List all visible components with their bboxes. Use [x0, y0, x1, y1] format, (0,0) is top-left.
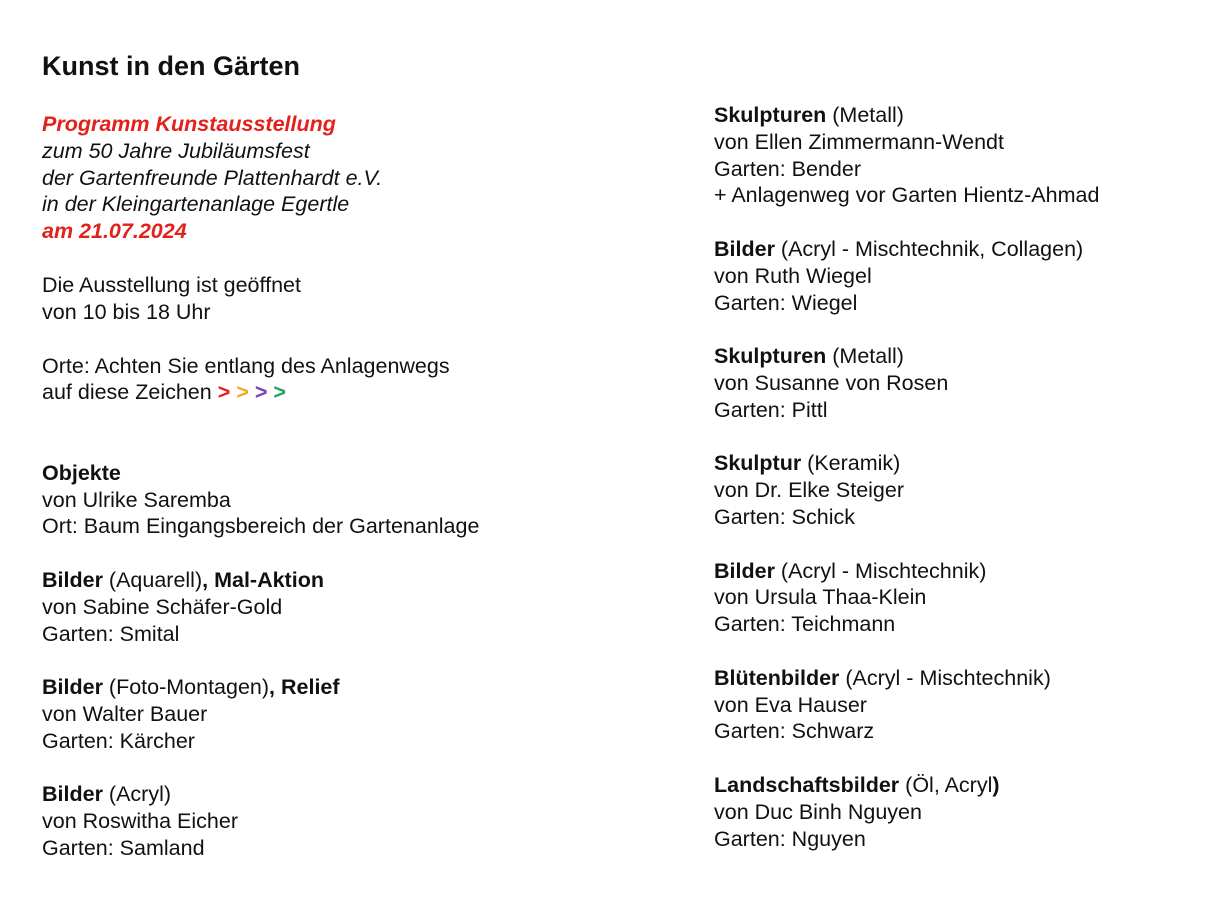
exhibit-heading	[714, 665, 1214, 692]
intro-block	[42, 111, 682, 245]
exhibit-artist: von Eva Hauser	[714, 692, 867, 717]
exhibit-heading	[42, 567, 682, 594]
exhibit-artist: von Sabine Schäfer-Gold	[42, 594, 283, 619]
exhibit-type: Bilder	[42, 782, 103, 807]
exhibit-medium: (Öl, Acryl	[899, 772, 993, 797]
arrow-marker-icon: >	[254, 380, 268, 405]
exhibit-medium: (Acryl - Mischtechnik)	[839, 665, 1051, 690]
opening-line: von 10 bis 18 Uhr	[42, 299, 211, 324]
page-title: Kunst in den Gärten	[42, 51, 301, 81]
arrow-marker-icon: >	[236, 380, 249, 405]
exhibit-entry	[42, 567, 682, 647]
exhibit-heading	[714, 102, 1214, 129]
exhibit-medium: (Acryl)	[102, 782, 172, 807]
exhibit-heading	[714, 772, 1214, 799]
arrow-markers	[218, 380, 286, 404]
exhibit-medium: (Acryl - Mischtechnik)	[774, 558, 987, 583]
exhibit-location-extra: + Anlagenweg vor Garten Hientz-Ahmad	[714, 183, 1100, 208]
intro-heading: Programm Kunstausstellung	[42, 112, 336, 136]
places-note	[42, 353, 682, 407]
exhibit-medium: (Metall)	[826, 344, 904, 369]
exhibit-artist: von Ulrike Saremba	[42, 487, 231, 512]
exhibit-location: Garten: Kärcher	[42, 728, 195, 753]
exhibit-heading	[42, 781, 682, 808]
exhibit-type: Skulptur	[714, 451, 802, 476]
exhibit-artist: von Ruth Wiegel	[714, 263, 872, 288]
exhibit-medium: (Metall)	[826, 103, 904, 127]
exhibit-location: Garten: Samland	[42, 835, 205, 860]
arrow-marker-icon: >	[217, 380, 231, 405]
opening-hours	[42, 272, 682, 326]
exhibit-extra: , Relief	[269, 675, 340, 700]
exhibit-type: Bilder	[42, 675, 103, 700]
exhibit-medium: (Keramik)	[801, 451, 901, 476]
exhibit-type: Bilder	[42, 567, 103, 592]
exhibit-entry	[42, 460, 682, 540]
exhibit-entry	[42, 781, 682, 861]
exhibit-location: Garten: Schick	[714, 504, 855, 529]
exhibit-heading	[714, 343, 1214, 370]
exhibit-type: Bilder	[714, 558, 775, 583]
exhibit-artist: von Walter Bauer	[42, 701, 208, 726]
exhibit-extra: )	[992, 772, 1000, 797]
exhibit-type: Objekte	[42, 460, 121, 485]
places-line: Orte: Achten Sie entlang des Anlagenwegs	[42, 353, 450, 378]
arrow-marker-icon: >	[273, 380, 286, 405]
exhibit-type: Bilder	[714, 236, 775, 261]
exhibit-location: Ort: Baum Eingangsbereich der Gartenanlage	[42, 514, 480, 539]
exhibit-type: Skulpturen	[714, 344, 827, 369]
exhibit-location: Garten: Bender	[714, 156, 862, 181]
exhibit-heading	[714, 558, 1214, 585]
exhibit-artist: von Dr. Elke Steiger	[714, 478, 905, 503]
exhibit-extra: , Mal-Aktion	[202, 567, 324, 592]
places-text: auf diese Zeichen	[42, 380, 212, 405]
exhibit-location: Garten: Smital	[42, 621, 180, 646]
exhibit-artist: von Susanne von Rosen	[714, 370, 949, 395]
exhibit-type: Blütenbilder	[714, 665, 840, 690]
exhibit-location: Garten: Wiegel	[714, 290, 858, 315]
right-entries-list	[714, 102, 1214, 852]
exhibit-heading	[42, 674, 682, 701]
opening-line: Die Ausstellung ist geöffnet	[42, 272, 301, 297]
exhibit-type: Skulpturen	[714, 103, 827, 127]
exhibit-location: Garten: Teichmann	[714, 612, 896, 637]
intro-line: in der Kleingartenanlage Egertle	[42, 192, 350, 217]
exhibit-entry	[714, 450, 1214, 530]
exhibit-entry	[714, 665, 1214, 745]
exhibit-entry	[714, 102, 1214, 209]
exhibit-heading	[714, 450, 1214, 477]
exhibit-entry	[714, 236, 1214, 316]
left-column	[42, 111, 682, 862]
exhibit-entry	[42, 674, 682, 754]
exhibit-entry	[714, 558, 1214, 638]
exhibit-artist: von Ursula Thaa-Klein	[714, 585, 927, 610]
exhibit-artist: von Ellen Zimmermann-Wendt	[714, 129, 1004, 154]
exhibit-medium: (Aquarell)	[102, 567, 203, 592]
exhibit-heading	[42, 460, 682, 487]
exhibit-artist: von Roswitha Eicher	[42, 809, 238, 834]
exhibit-location: Garten: Schwarz	[714, 719, 875, 744]
exhibit-heading	[714, 236, 1214, 263]
places-line	[42, 379, 682, 406]
exhibit-type: Landschaftsbilder	[714, 772, 900, 797]
exhibit-location: Garten: Pittl	[714, 397, 828, 422]
exhibit-entry	[714, 772, 1214, 852]
exhibit-medium: (Acryl - Mischtechnik, Collagen)	[774, 236, 1084, 261]
exhibit-medium: (Foto-Montagen)	[102, 675, 270, 700]
intro-date: am 21.07.2024	[42, 219, 187, 244]
exhibit-location: Garten: Nguyen	[714, 826, 866, 851]
intro-line: der Gartenfreunde Plattenhardt e.V.	[42, 165, 383, 190]
left-entries-list	[42, 460, 682, 862]
exhibit-artist: von Duc Binh Nguyen	[714, 799, 922, 824]
intro-line: zum 50 Jahre Jubiläumsfest	[42, 138, 310, 163]
exhibit-entry	[714, 343, 1214, 423]
